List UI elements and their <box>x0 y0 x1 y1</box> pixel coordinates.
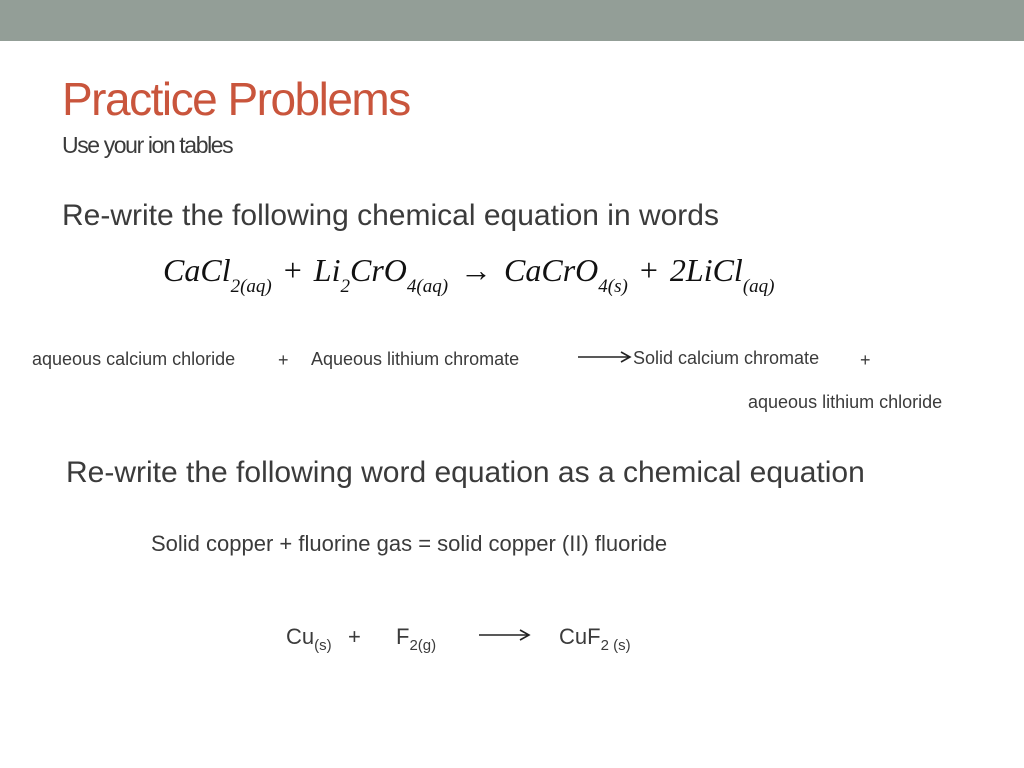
slide-subtitle: Use your ion tables <box>62 132 233 158</box>
copper-fluoride-subscript: 2 (s) <box>600 637 631 654</box>
slide-title: Practice Problems <box>62 73 410 125</box>
reactant-1: CaCl <box>163 252 231 288</box>
plus-sign: + <box>283 252 302 288</box>
chemical-equation <box>163 252 775 297</box>
product-1: CaCrO <box>504 252 599 288</box>
answer-term-1: aqueous calcium chloride <box>32 349 236 369</box>
reactant-1-subscript: 2(aq) <box>230 276 272 297</box>
answer-term-2: Aqueous lithium chromate <box>311 349 520 369</box>
answer-plus-1: + <box>278 350 289 370</box>
copper-subscript: (s) <box>314 637 332 654</box>
reactant-2a: Li <box>313 252 341 288</box>
product-2: 2LiCl <box>669 252 743 288</box>
fluorine-subscript: 2(g) <box>409 637 437 654</box>
reactant-2-subscript-2: 4(aq) <box>406 276 449 297</box>
copper-formula: $Cu_{(s)}$ <box>286 624 332 654</box>
plus-sign: + <box>348 624 361 649</box>
copper-fluoride-formula: CuF$_{2 (s)}$ <box>559 624 631 654</box>
reaction-arrow-icon <box>478 628 532 642</box>
reaction-arrow-icon <box>577 350 633 364</box>
top-accent-bar <box>0 0 1024 41</box>
answer-plus-2: + <box>860 350 871 370</box>
plus-sign: + <box>639 252 658 288</box>
reactant-2b: CrO <box>349 252 407 288</box>
answer-term-3: Solid calcium chromate <box>633 348 820 368</box>
product-2-subscript: (aq) <box>742 276 775 297</box>
question-1-heading: Re-write the following chemical equation in words <box>62 199 719 232</box>
question-2-heading: Re-write the following word equation as a chemical equation <box>66 456 865 489</box>
reaction-arrow-symbol: → <box>460 252 493 288</box>
product-1-subscript: 4(s) <box>598 276 628 297</box>
fluorine-formula: $F_{2(g)}$ <box>396 624 437 654</box>
answer-term-4: aqueous lithium chloride <box>748 392 943 412</box>
reactant-2-subscript-1: 2 <box>340 276 350 297</box>
word-equation: Solid copper + fluorine gas = solid copper (II) fluoride <box>151 531 668 556</box>
